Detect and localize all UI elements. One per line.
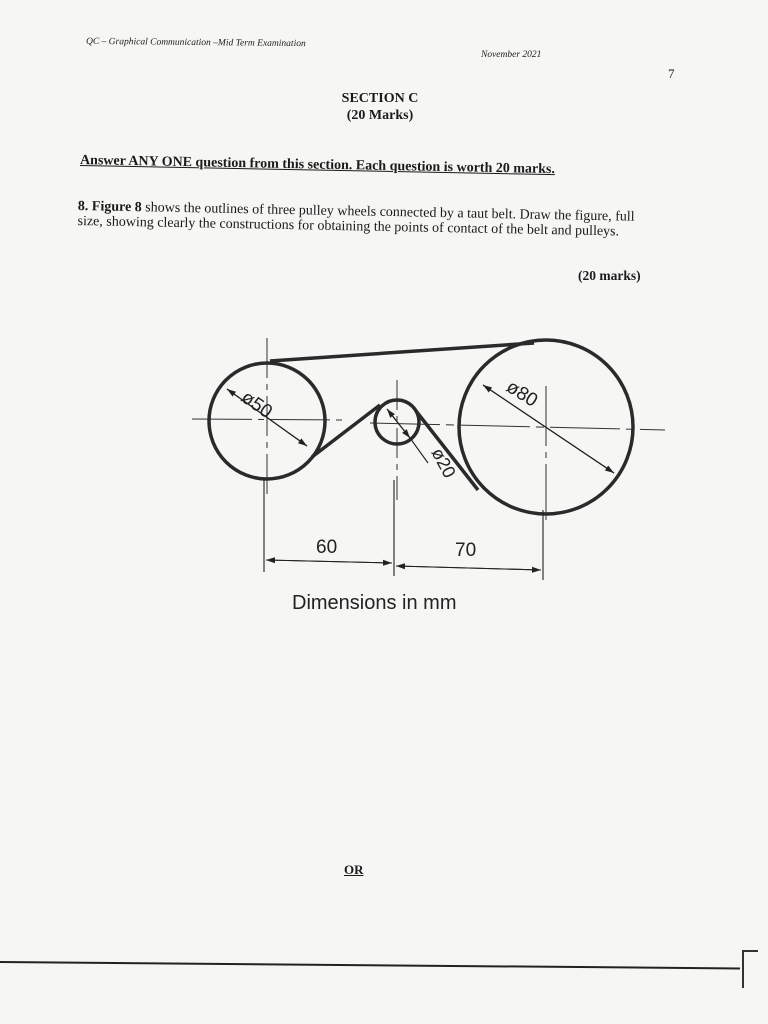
label-d50: ø50 <box>237 386 277 423</box>
or-separator: OR <box>344 862 364 877</box>
figure-caption: Dimensions in mm <box>292 592 457 614</box>
question-text: shows the outlines of three pulley wheels connected by a taut belt. Draw the figure, full size, showing clearly the constructions for obtaining the points of contact of the belt and pulleys. <box>77 200 635 240</box>
diameter-leaders <box>227 385 614 473</box>
section-title: SECTION C <box>341 91 419 106</box>
belt <box>270 343 534 490</box>
section-marks: (20 Marks) <box>346 108 414 123</box>
scan-corner-mark <box>742 950 758 988</box>
page-number: 7 <box>668 66 675 81</box>
header-date: November 2021 <box>481 50 542 60</box>
label-d80: ø80 <box>502 376 542 412</box>
dimension-lines <box>264 480 543 580</box>
label-d20: ø20 <box>427 444 460 482</box>
question-marks: (20 marks) <box>578 268 641 283</box>
question-figure-ref: Figure 8 <box>91 199 142 216</box>
section-instruction: Answer ANY ONE question from this section. Each question is worth 20 marks. <box>79 153 556 178</box>
question-number: 8. <box>77 199 89 215</box>
dimension-70: 70 <box>455 540 477 561</box>
dimension-60: 60 <box>316 537 338 558</box>
header-course-title: QC – Graphical Communication –Mid Term Examination <box>85 36 306 50</box>
